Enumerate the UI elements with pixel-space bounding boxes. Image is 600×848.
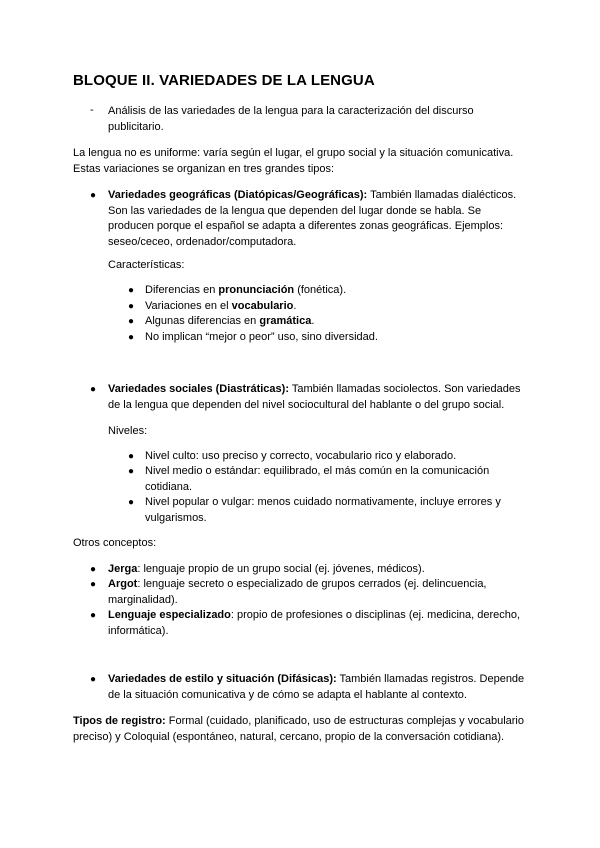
bullet-icon: ● [90, 564, 97, 575]
bullet-icon: ● [90, 579, 97, 590]
registro-paragraph [73, 714, 533, 745]
geo-item-text: Variaciones en el [145, 300, 232, 312]
intro-item: Análisis de las variedades de la lengua para la caracterización del discurso publicitario. [108, 105, 474, 133]
estilo-label: Variedades de estilo y situación (Difásicas): [108, 673, 337, 685]
geo-item-bold: gramática [259, 315, 312, 327]
dash-marker: - [90, 104, 94, 116]
estilo-paragraph [108, 672, 528, 703]
intro-paragraph: La lengua no es uniforme: varía según el lugar, el grupo social y la situación comunicativa. Estas variaciones se organizan en tres grandes tipos: [73, 147, 514, 175]
geo-item [145, 283, 346, 299]
geo-item-text: . [311, 315, 315, 327]
social-subheading: Niveles: [108, 425, 148, 437]
social-item: Nivel popular o vulgar: menos cuidado normativamente, incluye errores y vulgarismos. [145, 496, 501, 524]
geo-item [145, 314, 314, 330]
bullet-icon: ● [128, 332, 135, 343]
social-item: Nivel medio o estándar: equilibrado, el más común en la comunicación cotidiana. [145, 465, 490, 493]
bullet-icon: ● [128, 285, 135, 296]
geo-item-text: Algunas diferencias en [145, 315, 260, 327]
geo-item-bold: pronunciación [218, 284, 295, 296]
geo-item [145, 330, 378, 346]
registro-text: Formal (cuidado, planificado, uso de estructuras complejas y vocabulario preciso) y Coloquial (espontáneo, natural, cercano, propio de la conversación cotidiana). [73, 715, 524, 743]
geo-item-text: (fonética). [294, 284, 347, 296]
geo-item-bold: vocabulario [231, 300, 294, 312]
bullet-icon: ● [90, 610, 97, 621]
social-text: También llamadas sociolectos. Son variedades de la lengua que dependen del nivel sociocultural del hablante o del grupo social. [108, 383, 521, 411]
social-item: Nivel culto: uso preciso y correcto, vocabulario rico y elaborado. [145, 450, 457, 462]
page-title: BLOQUE II. VARIEDADES DE LA LENGUA [73, 72, 375, 89]
otros-item-bold: Lenguaje especializado [108, 609, 231, 621]
geo-item [145, 299, 296, 315]
bullet-icon: ● [90, 190, 97, 201]
geo-text: También llamadas dialécticos. Son las variedades de la lengua que dependen del lugar donde se habla. Se producen porque el español se adapta a diferentes zonas geográficas. Ejemplos: seseo/ceceo, ordenador/computadora. [108, 189, 517, 248]
estilo-text: También llamadas registros. Depende de la situación comunicativa y de cómo se adapta el hablante al contexto. [108, 673, 525, 701]
bullet-icon: ● [128, 301, 135, 312]
otros-item-text: : lenguaje secreto o especializado de grupos cerrados (ej. delincuencia, marginalidad). [108, 578, 487, 606]
geo-item-text: Diferencias en [145, 284, 219, 296]
otros-item [108, 562, 528, 578]
bullet-icon: ● [128, 316, 135, 327]
social-paragraph [108, 382, 533, 413]
otros-item [108, 608, 533, 639]
geo-item-text: No implican “mejor o peor” uso, sino diversidad. [145, 331, 378, 343]
otros-item [108, 577, 513, 608]
bullet-icon: ● [128, 466, 135, 477]
bullet-icon: ● [128, 497, 135, 508]
bullet-icon: ● [128, 451, 135, 462]
social-label: Variedades sociales (Diastráticas): [108, 383, 289, 395]
otros-item-text: : lenguaje propio de un grupo social (ej. jóvenes, médicos). [137, 563, 425, 575]
registro-label: Tipos de registro: [73, 715, 166, 727]
otros-item-bold: Jerga [108, 563, 138, 575]
otros-heading: Otros conceptos: [73, 537, 157, 549]
geo-item-text: . [293, 300, 297, 312]
otros-item-bold: Argot [108, 578, 138, 590]
otros-item-text: : propio de profesiones o disciplinas (ej. medicina, derecho, informática). [108, 609, 521, 637]
bullet-icon: ● [90, 674, 97, 685]
geo-subheading: Características: [108, 259, 185, 271]
geo-paragraph [108, 188, 528, 250]
geo-label: Variedades geográficas (Diatópicas/Geográficas): [108, 189, 368, 201]
bullet-icon: ● [90, 384, 97, 395]
